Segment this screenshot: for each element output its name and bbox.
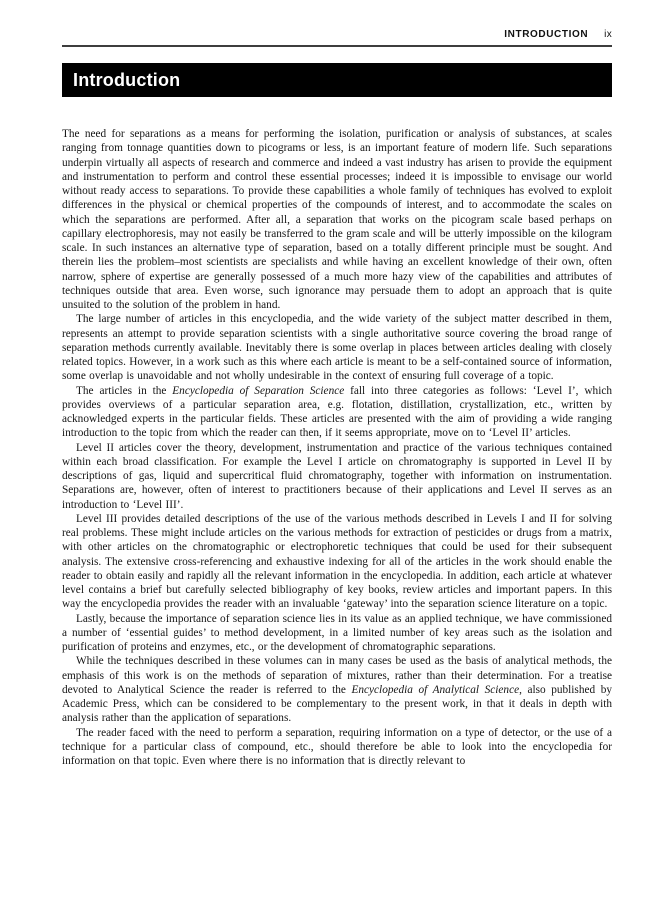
- paragraph: [62, 726, 612, 769]
- paragraph: [62, 654, 612, 725]
- paragraph: [62, 127, 612, 312]
- text-run: Lastly, because the importance of separation science lies in its value as an applied technique, we have commissioned a number of ‘essential guides’ to method development, in a limited number of key areas such as the isolation and purification of proteins and enzymes, etc., or the development of chromatographic separations.: [62, 612, 612, 653]
- italic-text-run: Encyclopedia of Separation Science: [172, 384, 345, 397]
- page-number: ix: [604, 29, 612, 40]
- header-rule: [62, 45, 612, 47]
- chapter-title-banner: [62, 63, 612, 97]
- article-body: [62, 127, 612, 768]
- chapter-title: Introduction: [73, 69, 181, 90]
- running-header: [504, 29, 612, 40]
- text-run: The large number of articles in this encyclopedia, and the wide variety of the subject matter described in them, represents an attempt to provide separation scientists with a single authoritative source covering the broad range of separation methods currently available. Inevitably there is some overlap in places between articles dealing with closely related topics. However, in a work such as this where each article is meant to be a self-contained source of information, some overlap is unavoidable and not wholly undesirable in the context of ensuring full coverage of a topic.: [62, 313, 612, 383]
- text-run: The need for separations as a means for performing the isolation, purification or analysis of substances, at scales ranging from tonnage quantities down to picograms or less, is an important feature of modern life. Such separations underpin virtually all aspects of research and commerce and indeed a vast industry has arisen to provide the equipment and instrumentation to perform and control these essential processes; indeed it is impossible to envisage our world without ready access to separations. To provide these capabilities a whole family of techniques has evolved to exploit differences in the physical or chemical properties of the compounds of interest, and to accommodate the scales on which the separations are performed. After all, a separation that works on the picogram scale based perhaps on capillary electrophoresis, may not easily be transferred to the gram scale and will be utterly impossible on the kilogram scale. In such instances an alternative type of separation, based on a totally different principle must be sought. And therein lies the problem–most scientists are specialists and while having an excellent knowledge of their own, often narrow, sphere of expertise are generally possessed of a much more hazy view of the capabilities and attributes of techniques outside that area. Even worse, such ignorance may persuade them to adopt an approach that is quite unsuited to the solution of the problem in hand.: [62, 128, 612, 311]
- paragraph: [62, 312, 612, 383]
- text-run: While the techniques described in these volumes can in many cases be used as the basis of analytical methods, the emphasis of this work is on the methods of separation of mixtures, rather than their determination. For a treatise devoted to Analytical Science the reader is referred to the: [62, 655, 612, 696]
- text-run: The reader faced with the need to perform a separation, requiring information on a type of detector, or the use of a technique for a particular class of compound, etc., should therefore be able to look into the encyclopedia for information on that topic. Even where there is no information that is directly relevant to: [62, 726, 612, 767]
- text-run: Level III provides detailed descriptions of the use of the various methods described in Levels I and II for solving real problems. These might include articles on the various methods for extraction of pesticides or drugs from a matrix, with other articles on the chromatographic or electrophoretic techniques that could be used for their subsequent analysis. The extensive cross-referencing and exhaustive indexing for all of the articles in the work should enable the reader to obtain easily and rapidly all the relevant information in the encyclopedia. In addition, each article at whatever level contains a brief but carefully selected bibliography of key books, review articles and important papers. In this way the encyclopedia provides the reader with an invaluable ‘gateway’ into the separation science literature on a topic.: [62, 512, 612, 611]
- paragraph: [62, 612, 612, 655]
- text-run: fall into three categories as follows: ‘Level I’, which provides overviews of a particular separation area, e.g. flotation, distillation, crystallization, etc., written by acknowledged experts in the particular fields. These articles are presented with the aim of providing a wide ranging introduction to the topic from which the reader can then, if it seems appropriate, move on to ‘Level II’ articles.: [62, 384, 612, 440]
- text-run: The articles in the: [76, 384, 173, 397]
- text-run: , also published by Academic Press, which can be considered to be complementary to the present work, in that it deals in depth with analysis rather than the application of separations.: [62, 683, 612, 725]
- paragraph: [62, 512, 612, 612]
- text-run: Level II articles cover the theory, development, instrumentation and practice of the various techniques contained within each broad classification. For example the Level I article on chromatography is supported in Level II by descriptions of gas, liquid and supercritical fluid chromatography, together with information on instrumentation. Separations are, however, often of interest to practitioners because of their applications and Level II serves as an introduction to ‘Level III’.: [62, 441, 612, 511]
- paragraph: [62, 441, 612, 512]
- italic-text-run: Encyclopedia of Analytical Science: [351, 683, 520, 696]
- paragraph: [62, 384, 612, 441]
- running-title: INTRODUCTION: [504, 29, 589, 40]
